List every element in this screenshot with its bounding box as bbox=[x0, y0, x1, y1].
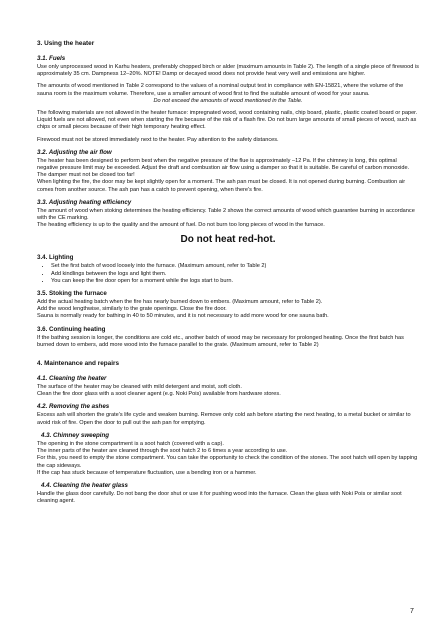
list-item: • Add kindlings between the logs and light them. bbox=[51, 271, 419, 278]
efficiency-paragraph-2: The heating efficiency is up to the quality and the amount of fuel. Do not burn too long pieces of wood in the furnace. bbox=[37, 222, 325, 229]
section-3-title: 3. Using the heater bbox=[37, 40, 95, 47]
airflow-paragraph-2: When lighting the fire, the door may be kept slightly open for a moment. The ash pan must be closed. It is not opened during burning. Combustion air comes from another source. The ash pan has a catch to prevent opening, when there's fire. bbox=[37, 179, 406, 193]
stoking-paragraph-1: Add the actual heating batch when the fire has nearly burned down to embers. (Maximum amount, refer to Table 2). bbox=[37, 299, 323, 306]
fuels-heading: 3.1. Fuels bbox=[37, 55, 66, 62]
chimney-paragraph-2: The inner parts of the heater are cleaned through the soot hatch 2 to 6 times a year according to use. bbox=[37, 448, 288, 455]
ashes-paragraph-1: Excess ash will shorten the grate's life cycle and weaken burning. Remove only cold ash before starting the next heating, to a metal bucket or similar to avoid risk of fire. Open the door to pull out the ash pan for emptying. bbox=[37, 412, 411, 426]
stoking-paragraph-3: Sauna is normally ready for bathing in 40 to 50 minutes, and it is not necessary to add more wood for one sauna bath. bbox=[37, 313, 329, 320]
stoking-heading: 3.5. Stoking the furnace bbox=[37, 290, 107, 298]
document-page bbox=[37, 40, 419, 510]
chimney-heading: 4.3. Chimney sweeping bbox=[41, 431, 110, 439]
efficiency-heading: 3.3. Adjusting heating efficiency bbox=[37, 198, 132, 206]
page-number: 7 bbox=[410, 608, 414, 615]
continuing-heading: 3.6. Continuing heating bbox=[37, 325, 106, 333]
cleaning-heading: 4.1. Cleaning the heater bbox=[37, 375, 107, 383]
fuels-paragraph-2: The amounts of wood mentioned in Table 2 correspond to the values of a nominal output test in compliance with EN-15821, where the volume of the sauna room is the maximum volume. Therefore, use a smaller amount of wood first to find the suitable amount of wood for your sauna. bbox=[37, 83, 404, 97]
fuels-paragraph-1: Use only unprocessed wood in Karhu heaters, preferably chopped birch or alder (maximum amounts in Table 2). The length of a single piece of firewood is approximately 35 cm. Dampness 12–20%. NOTE! Damp or decayed wood does not provide heat very well and emissions are higher. bbox=[37, 64, 419, 78]
chimney-paragraph-3: For this, you need to empty the stone compartment. You can take the opportunity to check the condition of the stones. The soot hatch will open by tapping the cap sideways. bbox=[37, 455, 418, 469]
ashes-heading: 4.2. Removing the ashes bbox=[37, 403, 110, 411]
lighting-list bbox=[37, 263, 419, 285]
lighting-heading: 3.4. Lighting bbox=[37, 254, 74, 262]
continuing-paragraph-1: If the bathing session is longer, the conditions are cold etc., another batch of wood may be necessary for prolonged heating. Once the first batch has burned down to embers, add more wood into the furnace parallel to the grate. (Maximum amount, refer to Table 2) bbox=[37, 334, 404, 348]
glass-paragraph-1: Handle the glass door carefully. Do not bang the door shut or use it for pushing wood into the furnace. Clean the glass with Noki Pois or similar soot cleaning agent. bbox=[37, 490, 402, 505]
fuels-paragraph-3: The following materials are not allowed in the heater furnace: impregnated wood, wood containing nails, chip board, plastic, plastic coated board or paper. Liquid fuels are not allowed, not even when starting the fire because of the risk of a flash fire. Do not burn large amounts of small pieces of wood, such as chips or small pieces because of their high temporary heating effect. bbox=[37, 110, 418, 131]
cleaning-paragraph-2: Clean the fire door glass with a soot cleaner agent (e.g. Noki Pois) available from hardware stores. bbox=[37, 391, 281, 398]
red-hot-warning: Do not heat red-hot. bbox=[180, 234, 276, 246]
glass-heading: 4.4. Cleaning the heater glass bbox=[41, 481, 128, 489]
section-4-title: 4. Maintenance and repairs bbox=[37, 360, 120, 368]
airflow-paragraph-1: The heater has been designed to perform best when the negative pressure of the flue is approximately –12 Pa. If the chimney is long, this optimal negative pressure limit may be exceeded. Adjust the draft and combustion air flow using a damper so that it is suitable. Be careful of carbon monoxide. The damper must not be closed too far! bbox=[37, 157, 410, 179]
cleaning-paragraph-1: The surface of the heater may be cleaned with mild detergent and moist, soft cloth. bbox=[37, 384, 242, 391]
airflow-heading: 3.2. Adjusting the air flow bbox=[37, 148, 112, 156]
stoking-paragraph-2: Add the wood lengthwise, similarly to the grate openings. Close the fire door. bbox=[37, 306, 227, 313]
efficiency-paragraph-1: The amount of wood when stoking determines the heating efficiency. Table 2 shows the correct amounts of wood which guarantee burning in accordance with the CE marking. bbox=[37, 207, 415, 222]
chimney-paragraph-1: The opening in the stone compartment is a soot hatch (covered with a cap). bbox=[37, 440, 224, 447]
chimney-paragraph-4: If the cap has stuck because of temperature fluctuation, use a bending iron or a hammer. bbox=[37, 469, 257, 476]
list-item: • You can keep the fire door open for a moment while the logs start to burn. bbox=[51, 278, 419, 285]
fuels-note: Do not exceed the amounts of wood mentioned in the Table. bbox=[153, 97, 303, 104]
fuels-paragraph-4: Firewood must not be stored immediately next to the heater. Pay attention to the safety distances. bbox=[37, 136, 279, 143]
list-item: • Set the first batch of wood loosely into the furnace. (Maximum amount, refer to Table 2) bbox=[51, 263, 419, 270]
